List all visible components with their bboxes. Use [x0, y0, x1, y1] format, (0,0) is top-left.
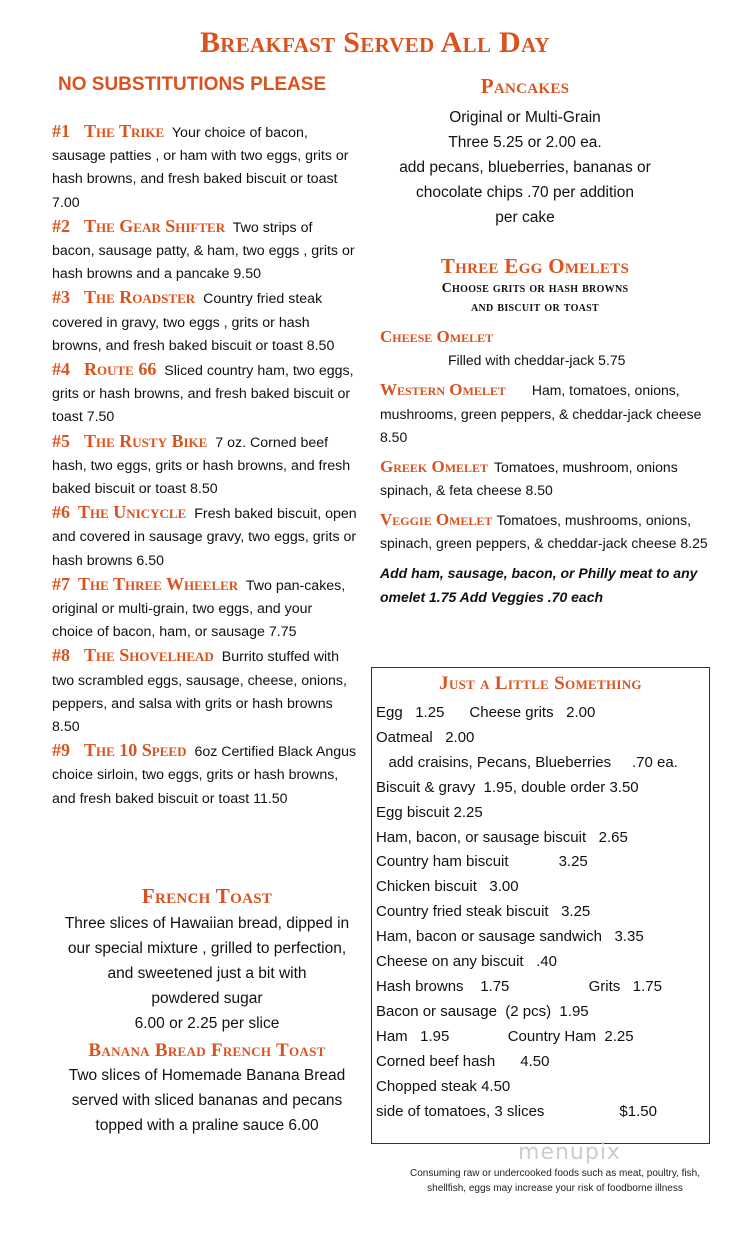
- omelets-header: [380, 254, 690, 317]
- list-item: Bacon or sausage (2 pcs) 1.95: [376, 1002, 589, 1020]
- french-toast-section: [52, 884, 362, 1138]
- banana-toast-line: served with sliced bananas and pecans: [71, 1092, 343, 1109]
- pancakes-line: per cake: [495, 209, 555, 226]
- french-toast-line: and sweetened just a bit with: [107, 965, 307, 982]
- french-toast-line: 6.00 or 2.25 per slice: [134, 1015, 280, 1032]
- banana-toast-line: Two slices of Homemade Banana Bread: [68, 1067, 346, 1084]
- little-something-list: [376, 701, 709, 1124]
- list-item: #4 Route 66 Sliced country ham, two eggs, grits or hash browns, and fresh baked biscuit or toast 7.50: [52, 359, 354, 426]
- list-item: #8 The Shovelhead Burrito stuffed with two scrambled eggs, sausage, cheese, onions, peppers, and salsa with grits or hash browns 8.50: [52, 645, 347, 736]
- omelet-addon-note: Add ham, sausage, bacon, or Philly meat to any omelet 1.75 Add Veggies .70 each: [380, 564, 698, 605]
- list-item: #3 The Roadster Country fried steak covered in gravy, two eggs , grits or hash browns, and fresh baked biscuit or toast 8.50: [52, 287, 335, 354]
- list-item: Ham 1.95 Country Ham 2.25: [376, 1027, 634, 1045]
- list-item: Egg biscuit 2.25: [376, 803, 483, 821]
- list-item: #1 The Trike Your choice of bacon, sausage patties , or ham with two eggs, grits or hash browns, and fresh baked biscuit or toast 7.00: [52, 121, 349, 211]
- french-toast-line: Three slices of Hawaiian bread, dipped in: [64, 915, 350, 932]
- list-item: Chicken biscuit 3.00: [376, 878, 519, 896]
- list-item: Western Omelet Ham, tomatoes, onions, mushrooms, green peppers, & cheddar-jack cheese 8.50: [380, 380, 702, 445]
- banana-toast-line: topped with a praline sauce 6.00: [95, 1117, 319, 1134]
- french-toast-line: our special mixture , grilled to perfection,: [67, 940, 347, 957]
- list-item: Veggie Omelet Tomatoes, mushrooms, onions, spinach, green peppers, & cheddar-jack cheese 8.25: [380, 509, 708, 551]
- pancakes-section: [370, 74, 680, 230]
- pancakes-line: chocolate chips .70 per addition: [415, 184, 634, 201]
- list-item: Cheese on any biscuit .40: [376, 953, 557, 971]
- list-item: Country fried steak biscuit 3.25: [376, 903, 591, 921]
- list-item: Biscuit & gravy 1.95, double order 3.50: [376, 778, 639, 796]
- list-item: #9 The 10 Speed 6oz Certified Black Angus choice sirloin, two eggs, grits or hash browns, and fresh baked biscuit or toast 11.50: [52, 740, 357, 807]
- little-something-title: Just a Little Something: [439, 673, 642, 694]
- list-item: Chopped steak 4.50: [376, 1077, 511, 1095]
- omelets-list: [380, 325, 710, 609]
- french-toast-title: French Toast: [141, 884, 273, 908]
- list-item: #5 The Rusty Bike 7 oz. Corned beef hash, two eggs, grits or hash browns, and fresh baked biscuit or toast 8.50: [52, 430, 351, 498]
- no-substitutions-note: NO SUBSTITUTIONS PLEASE: [58, 74, 327, 95]
- omelets-subtitle: and biscuit or toast: [470, 300, 599, 315]
- french-toast-line: powdered sugar: [151, 990, 263, 1007]
- list-item: side of tomatoes, 3 slices $1.50: [376, 1102, 657, 1120]
- little-something-box: [371, 667, 710, 1144]
- breakfast-list: [52, 120, 357, 811]
- list-item: Ham, bacon, or sausage biscuit 2.65: [376, 828, 628, 846]
- list-item: Hash browns 1.75 Grits 1.75: [376, 977, 662, 995]
- pancakes-title: Pancakes: [480, 74, 570, 98]
- list-item: Ham, bacon or sausage sandwich 3.35: [376, 928, 644, 946]
- pancakes-line: Original or Multi-Grain: [449, 109, 601, 126]
- banana-toast-title: Banana Bread French Toast: [88, 1040, 326, 1061]
- list-item: #7 The Three Wheeler Two pan-cakes, original or multi-grain, two eggs, and your choice of bacon, ham, or sausage 7.75: [52, 573, 346, 641]
- list-item: add craisins, Pecans, Blueberries .70 ea.: [376, 753, 678, 771]
- list-item: Cheese Omelet Filled with cheddar-jack 5.75: [380, 327, 626, 368]
- page-title: Breakfast Served All Day: [199, 26, 551, 59]
- pancakes-line: Three 5.25 or 2.00 ea.: [448, 134, 602, 151]
- list-item: #6 The Unicycle Fresh baked biscuit, open and covered in sausage gravy, two eggs, grits or hash browns 6.50: [52, 502, 357, 569]
- list-item: Corned beef hash 4.50: [376, 1052, 550, 1070]
- pancakes-line: add pecans, blueberries, bananas or: [399, 159, 651, 176]
- list-item: #2 The Gear Shifter Two strips of bacon, sausage patty, & ham, two eggs , grits or hash browns and a pancake 9.50: [52, 215, 355, 283]
- foodborne-illness-notice: Consuming raw or undercooked foods such as meat, poultry, fish, shellfish, eggs may increase your risk of foodborne illness: [410, 1168, 700, 1194]
- omelets-subtitle: Choose grits or hash browns: [441, 281, 629, 296]
- omelets-title: Three Egg Omelets: [440, 254, 630, 278]
- list-item: Country ham biscuit 3.25: [376, 853, 588, 871]
- list-item: Oatmeal 2.00: [376, 728, 475, 746]
- list-item: Greek Omelet Tomatoes, mushroom, onions spinach, & feta cheese 8.50: [380, 456, 678, 498]
- watermark: menupix: [518, 1140, 621, 1165]
- list-item: Egg 1.25 Cheese grits 2.00: [376, 704, 596, 721]
